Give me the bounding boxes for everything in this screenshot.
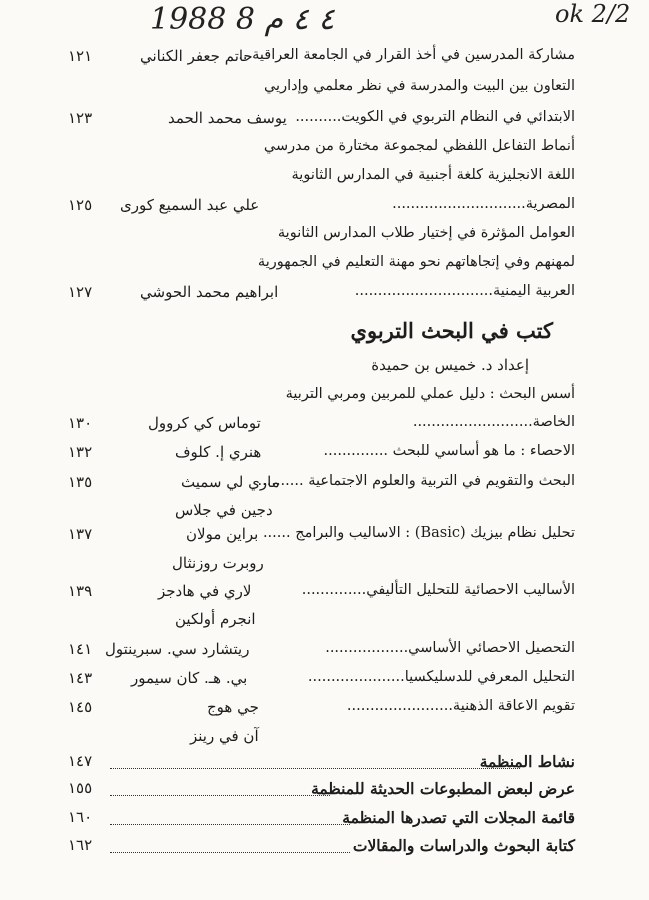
entry-title: الابتدائي في النظام التربوي في الكويت.......... xyxy=(295,109,575,125)
book-title: الاحصاء : ما هو أساسي للبحث .............. xyxy=(323,443,575,459)
entry-author: يوسف محمد الحمد xyxy=(168,109,287,127)
book-title: التحصيل الاحصائي الأساسي.................. xyxy=(325,640,575,656)
book-page: ١٤٣ xyxy=(68,669,93,687)
section-entry-title: قائمة المجلات التي تصدرها المنظمة xyxy=(342,808,575,827)
section-entry-page: ١٦٠ xyxy=(68,808,93,826)
book-title: تقويم الاعاقة الذهنية....................... xyxy=(346,698,575,714)
book-page: ١٣٢ xyxy=(68,443,93,461)
entry-author: علي عبد السميع كورى xyxy=(120,196,260,214)
handwritten-annotation-main: 1988 8 ‏م‎ ٤ ٤ xyxy=(150,2,335,37)
book-author: توماس كي كروول xyxy=(148,414,261,432)
book-page: ١٣٥ xyxy=(68,473,93,491)
dot-leader xyxy=(110,768,520,769)
section-entry-page: ١٥٥ xyxy=(68,779,93,797)
book-author: آن في رينز xyxy=(190,727,259,745)
book-author: جي هوج xyxy=(207,698,259,716)
dot-leader xyxy=(110,824,350,825)
book-title: التحليل المعرفي للدسليكسيا..................... xyxy=(307,669,575,685)
entry-title: لمهنهم وفي إتجاهاتهم نحو مهنة التعليم في الجمهورية xyxy=(257,254,575,270)
book-page: ١٤١ xyxy=(68,640,93,658)
section-entry-title: كتابة البحوث والدراسات والمقالات xyxy=(352,836,575,855)
book-page: ١٣٧ xyxy=(68,525,93,543)
entry-page: ١٢٥ xyxy=(68,196,93,214)
book-author: ريتشارد سي. سبرينتول xyxy=(105,640,250,658)
entry-author: حاتم جعفر الكناني xyxy=(140,47,253,65)
book-author: روبرت روزنثال xyxy=(172,554,264,572)
book-author: براين مولان xyxy=(186,525,259,543)
book-author: هنري إ. كلوف xyxy=(175,443,262,461)
book-title: أسس البحث : دليل عملي للمربين ومربي التربية xyxy=(285,386,575,402)
entry-title: العوامل المؤثرة في إختيار طلاب المدارس الثانوية xyxy=(277,225,575,241)
entry-title: أنماط التفاعل اللفظي لمجموعة مختارة من مدرسي xyxy=(263,138,575,154)
book-title: الخاصة.......................... xyxy=(412,414,575,430)
handwritten-annotation-right: ok 2/2 xyxy=(555,0,631,28)
dot-leader xyxy=(110,795,330,796)
entry-title: المصرية............................. xyxy=(392,196,575,212)
book-page: ١٣٠ xyxy=(68,414,93,432)
prepared-by: إعداد د. خميس بن حميدة xyxy=(371,356,529,374)
entry-author: ابراهيم محمد الحوشي xyxy=(140,283,279,301)
book-title: الأساليب الاحصائية للتحليل التأليفي.............. xyxy=(301,582,575,598)
book-author: بي. هـ. كان سيمور xyxy=(131,669,248,687)
section-entry-title: عرض لبعض المطبوعات الحديثة للمنظمة xyxy=(311,779,575,798)
entry-title: العربية اليمنية.............................. xyxy=(354,283,575,299)
entry-title: اللغة الانجليزية كلغة أجنبية في المدارس الثانوية xyxy=(291,167,575,183)
book-page: ١٣٩ xyxy=(68,582,93,600)
book-author: دجين في جلاس xyxy=(175,501,273,519)
entry-title: مشاركة المدرسين في أخذ القرار في الجامعة العراقية .. xyxy=(238,47,575,63)
book-title: تحليل نظام بيزيك (Basic) : الاساليب والبرامج ...... xyxy=(262,525,575,541)
book-page: ١٤٥ xyxy=(68,698,93,716)
entry-page: ١٢٧ xyxy=(68,283,93,301)
entry-page: ١٢٣ xyxy=(68,109,93,127)
dot-leader xyxy=(110,852,350,853)
book-author: انجرم أولكين xyxy=(175,610,256,628)
book-author: لاري في هادجز xyxy=(158,582,252,600)
entry-page: ١٢١ xyxy=(68,47,93,65)
section-entry-page: ١٦٢ xyxy=(68,836,93,854)
book-author: ماري لي سميث xyxy=(181,473,280,491)
book-title: البحث والتقويم في التربية والعلوم الاجتماعية .......... xyxy=(257,473,575,489)
entry-title: التعاون بين البيت والمدرسة في نظر معلمي وإداريي xyxy=(263,78,575,94)
section-entry-title: نشاط المنظمة xyxy=(479,752,575,771)
section-title: كتب في البحث التربوي xyxy=(350,318,553,343)
section-entry-page: ١٤٧ xyxy=(68,752,93,770)
